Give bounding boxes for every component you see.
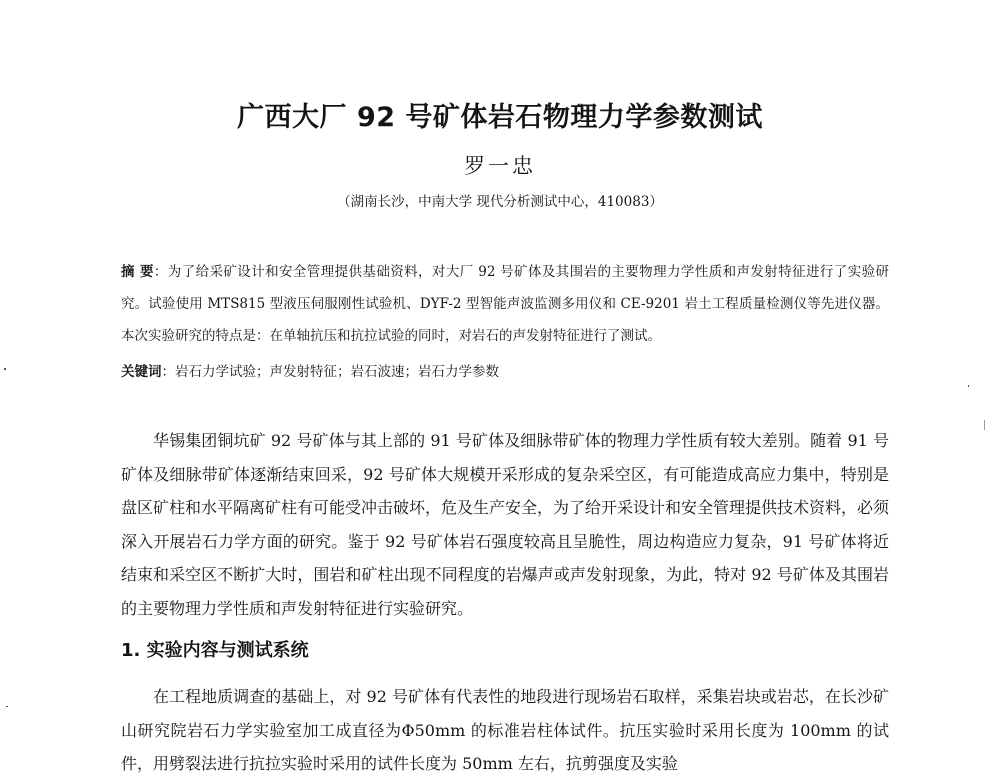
author-affiliation: （湖南长沙，中南大学 现代分析测试中心，410083） (337, 194, 663, 210)
scan-speck (984, 420, 985, 430)
keywords-text: ：岩石力学试验；声发射特征；岩石波速；岩石力学参数 (161, 364, 499, 380)
keywords (121, 360, 889, 380)
scan-speck (4, 368, 6, 370)
abstract-text: ：为了给采矿设计和安全管理提供基础资料，对大厂 92 号矿体及其围岩的主要物理力学性质和声发射特征进行了实验研究。试验使用 MTS815 型液压伺服刚性试验机、DYF-2 型智能声波监测多用仪和 CE-9201 岩土工程质量检测仪等先进仪器。本次实验研究的特点是：在单轴抗压和抗拉试验的同时，对岩石的声发射特征进行了测试。 (121, 264, 889, 344)
section-heading: 1. 实验内容与测试系统 (121, 640, 309, 661)
abstract (121, 256, 889, 352)
scan-speck (6, 706, 8, 707)
abstract-label: 摘 要 (121, 264, 154, 280)
keywords-label: 关键词 (121, 364, 162, 380)
intro-paragraph: 华锡集团铜坑矿 92 号矿体与其上部的 91 号矿体及细脉带矿体的物理力学性质有较大差别。随着 91 号矿体及细脉带矿体逐渐结束回采，92 号矿体大规模开采形成的复杂采空区，有可能造成高应力集中，特别是盘区矿柱和水平隔离矿柱有可能受冲击破坏，危及生产安全，为了给开采设计和安全管理提供技术资料，必须深入开展岩石力学方面的研究。鉴于 92 号矿体岩石强度较高且呈脆性，周边构造应力复杂，91 号矿体将近结束和采空区不断扩大时，围岩和矿柱出现不同程度的岩爆声或声发射现象，为此，特对 92 号矿体及其围岩的主要物理力学性质和声发射特征进行实验研究。 (121, 431, 890, 618)
paper-title: 广西大厂 92 号矿体岩石物理力学参数测试 (237, 102, 763, 133)
section-paragraph: 在工程地质调查的基础上，对 92 号矿体有代表性的地段进行现场岩石取样，采集岩块或岩芯，在长沙矿山研究院岩石力学实验室加工成直径为Φ50mm 的标准岩柱体试件。抗压实验时采用长度为 100mm 的试件，用劈裂法进行抗拉实验时采用的试件长度为 50mm 左右，抗剪强度及实验 (121, 687, 889, 773)
scan-speck (968, 385, 969, 387)
author-name: 罗一忠 (464, 154, 536, 178)
